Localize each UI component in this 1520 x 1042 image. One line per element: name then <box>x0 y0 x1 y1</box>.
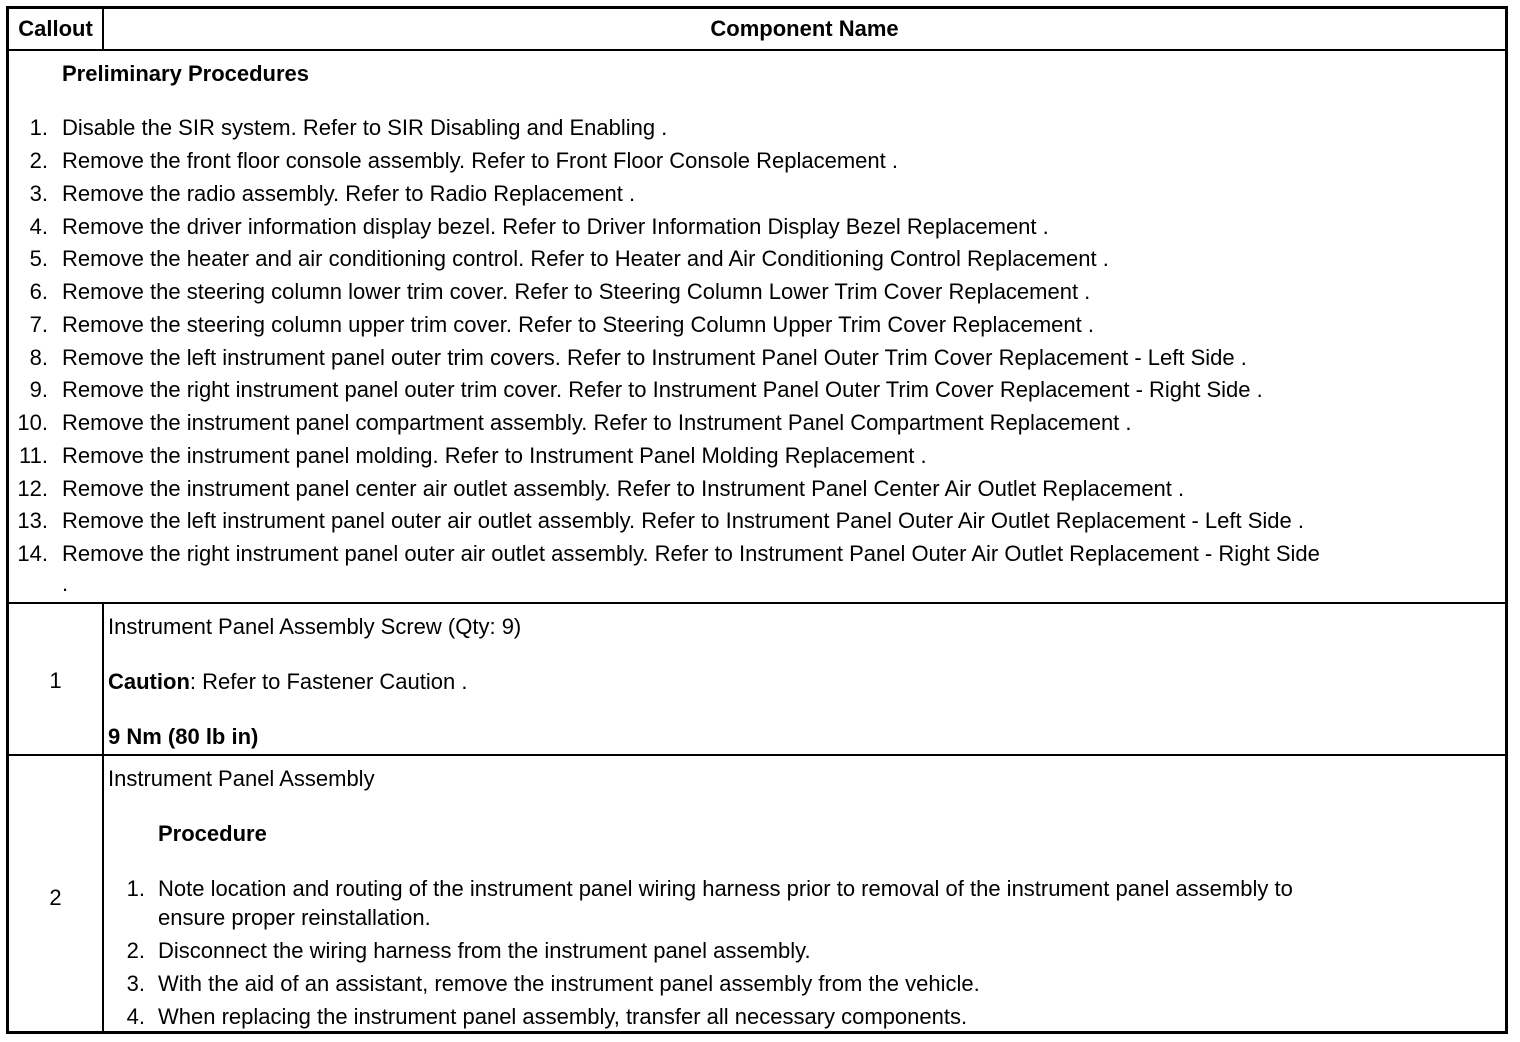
caution-text: : Refer to Fastener Caution . <box>189 669 468 694</box>
section-rule <box>9 602 1505 604</box>
step-text: Remove the left instrument panel outer trim covers. Refer to Instrument Panel Outer Trim Cover Replacement - Left Side . <box>62 345 1247 370</box>
header-rule <box>9 49 1505 51</box>
step-number: 9. <box>29 377 48 402</box>
step-text: Remove the instrument panel center air outlet assembly. Refer to Instrument Panel Center Air Outlet Replacement . <box>62 476 1185 501</box>
step-text: Remove the steering column lower trim cover. Refer to Steering Column Lower Trim Cover Replacement . <box>62 279 1091 304</box>
row2-component-name: Instrument Panel Assembly <box>108 766 375 791</box>
step-text: Note location and routing of the instrument panel wiring harness prior to removal of the instrument panel assembly to <box>158 876 1293 901</box>
row-rule <box>9 754 1505 756</box>
step-text: Disable the SIR system. Refer to SIR Disabling and Enabling . <box>62 115 668 140</box>
step-number: 1. <box>126 876 145 901</box>
row2-callout: 2 <box>49 885 62 910</box>
step-text: Remove the steering column upper trim cover. Refer to Steering Column Upper Trim Cover Replacement . <box>62 312 1094 337</box>
step-text: Remove the heater and air conditioning control. Refer to Heater and Air Conditioning Control Replacement . <box>62 246 1109 271</box>
step-text: Remove the front floor console assembly. Refer to Front Floor Console Replacement . <box>62 148 898 173</box>
step-number: 2. <box>29 148 48 173</box>
step-number: 4. <box>126 1004 145 1029</box>
step-number: 1. <box>29 115 48 140</box>
step-number: 14. <box>17 541 48 566</box>
step-number: 12. <box>17 476 48 501</box>
step-number: 5. <box>29 246 48 271</box>
step-text: Remove the right instrument panel outer air outlet assembly. Refer to Instrument Panel Outer Air Outlet Replacement - Right Side <box>62 541 1320 566</box>
step-text: Remove the instrument panel molding. Refer to Instrument Panel Molding Replacement . <box>62 443 927 468</box>
row1-callout: 1 <box>49 668 62 693</box>
step-text-continuation: ensure proper reinstallation. <box>158 905 431 930</box>
step-text: Remove the radio assembly. Refer to Radio Replacement . <box>62 181 636 206</box>
row1-caution <box>108 669 467 695</box>
header-callout: Callout <box>18 16 93 41</box>
step-text-continuation: . <box>62 571 69 596</box>
row1-torque: 9 Nm (80 lb in) <box>108 724 259 749</box>
step-number: 8. <box>29 345 48 370</box>
step-number: 10. <box>17 410 48 435</box>
step-text: With the aid of an assistant, remove the instrument panel assembly from the vehicle. <box>158 971 980 996</box>
step-text: Remove the instrument panel compartment assembly. Refer to Instrument Panel Compartment Replacement . <box>62 410 1132 435</box>
step-text: Remove the left instrument panel outer air outlet assembly. Refer to Instrument Panel Outer Air Outlet Replacement - Left Side . <box>62 508 1304 533</box>
procedure-title: Procedure <box>158 821 267 846</box>
step-text: Remove the right instrument panel outer trim cover. Refer to Instrument Panel Outer Trim Cover Replacement - Right Side . <box>62 377 1263 402</box>
caution-label: Caution <box>108 669 190 694</box>
row1-component-name: Instrument Panel Assembly Screw (Qty: 9) <box>108 614 522 639</box>
preliminary-title: Preliminary Procedures <box>62 61 310 86</box>
step-text: Remove the driver information display bezel. Refer to Driver Information Display Bezel Replacement . <box>62 214 1049 239</box>
step-text: Disconnect the wiring harness from the instrument panel assembly. <box>158 938 811 963</box>
step-number: 6. <box>29 279 48 304</box>
row1-divider <box>102 604 104 754</box>
step-number: 7. <box>29 312 48 337</box>
header-component-name: Component Name <box>710 16 899 41</box>
step-number: 13. <box>17 508 48 533</box>
component-table <box>6 6 1508 1034</box>
step-text: When replacing the instrument panel assembly, transfer all necessary components. <box>158 1004 968 1029</box>
step-number: 3. <box>29 181 48 206</box>
step-number: 4. <box>29 214 48 239</box>
step-number: 2. <box>126 938 145 963</box>
step-number: 11. <box>19 443 48 468</box>
step-number: 3. <box>126 971 145 996</box>
